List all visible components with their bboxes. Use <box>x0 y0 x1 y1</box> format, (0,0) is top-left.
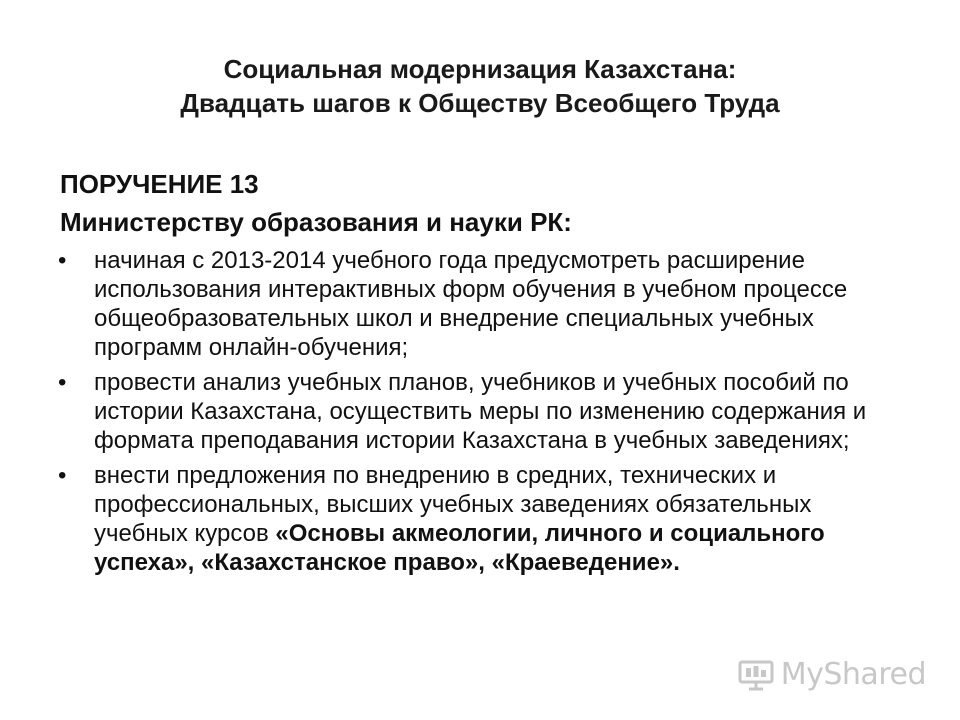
bullet-item-3 <box>58 461 908 577</box>
bullet-text: начиная с 2013-2014 учебного года предусмотреть расширение использования интерактивных форм обучения в учебном процессе общеобразовательных школ и внедрение специальных учебных программ онлайн-обучения; <box>94 247 848 361</box>
order-heading: ПОРУЧЕНИЕ 13 <box>60 169 259 199</box>
watermark <box>737 652 926 696</box>
bullet-item-2 <box>58 368 908 455</box>
bullet-marker: • <box>58 247 67 274</box>
bullet-marker: • <box>58 369 67 396</box>
presentation-icon <box>737 657 775 691</box>
watermark-text: MyShared <box>780 656 926 692</box>
slide-title <box>0 52 960 120</box>
slide-title-line-1: Социальная модернизация Казахстана: <box>223 54 737 84</box>
ministry-heading: Министерству образования и науки РК: <box>60 207 572 237</box>
bullet-marker: • <box>58 462 67 489</box>
bullet-list <box>58 246 908 583</box>
bullet-text: внести предложения по внедрению в средних, технических и профессиональных, высших учебных заведениях обязательных учебных курсов <box>94 462 812 547</box>
bullet-text: провести анализ учебных планов, учебников и учебных пособий по истории Казахстана, осуществить меры по изменению содержания и формата преподавания истории Казахстана в учебных заведениях; <box>94 369 867 454</box>
slide-title-line-2: Двадцать шагов к Обществу Всеобщего Труда <box>180 88 780 118</box>
bullet-text-bold: «Основы акмеологии, личного и социального успеха», «Казахстанское право», «Краеведение». <box>94 520 825 576</box>
bullet-item-1 <box>58 246 908 362</box>
